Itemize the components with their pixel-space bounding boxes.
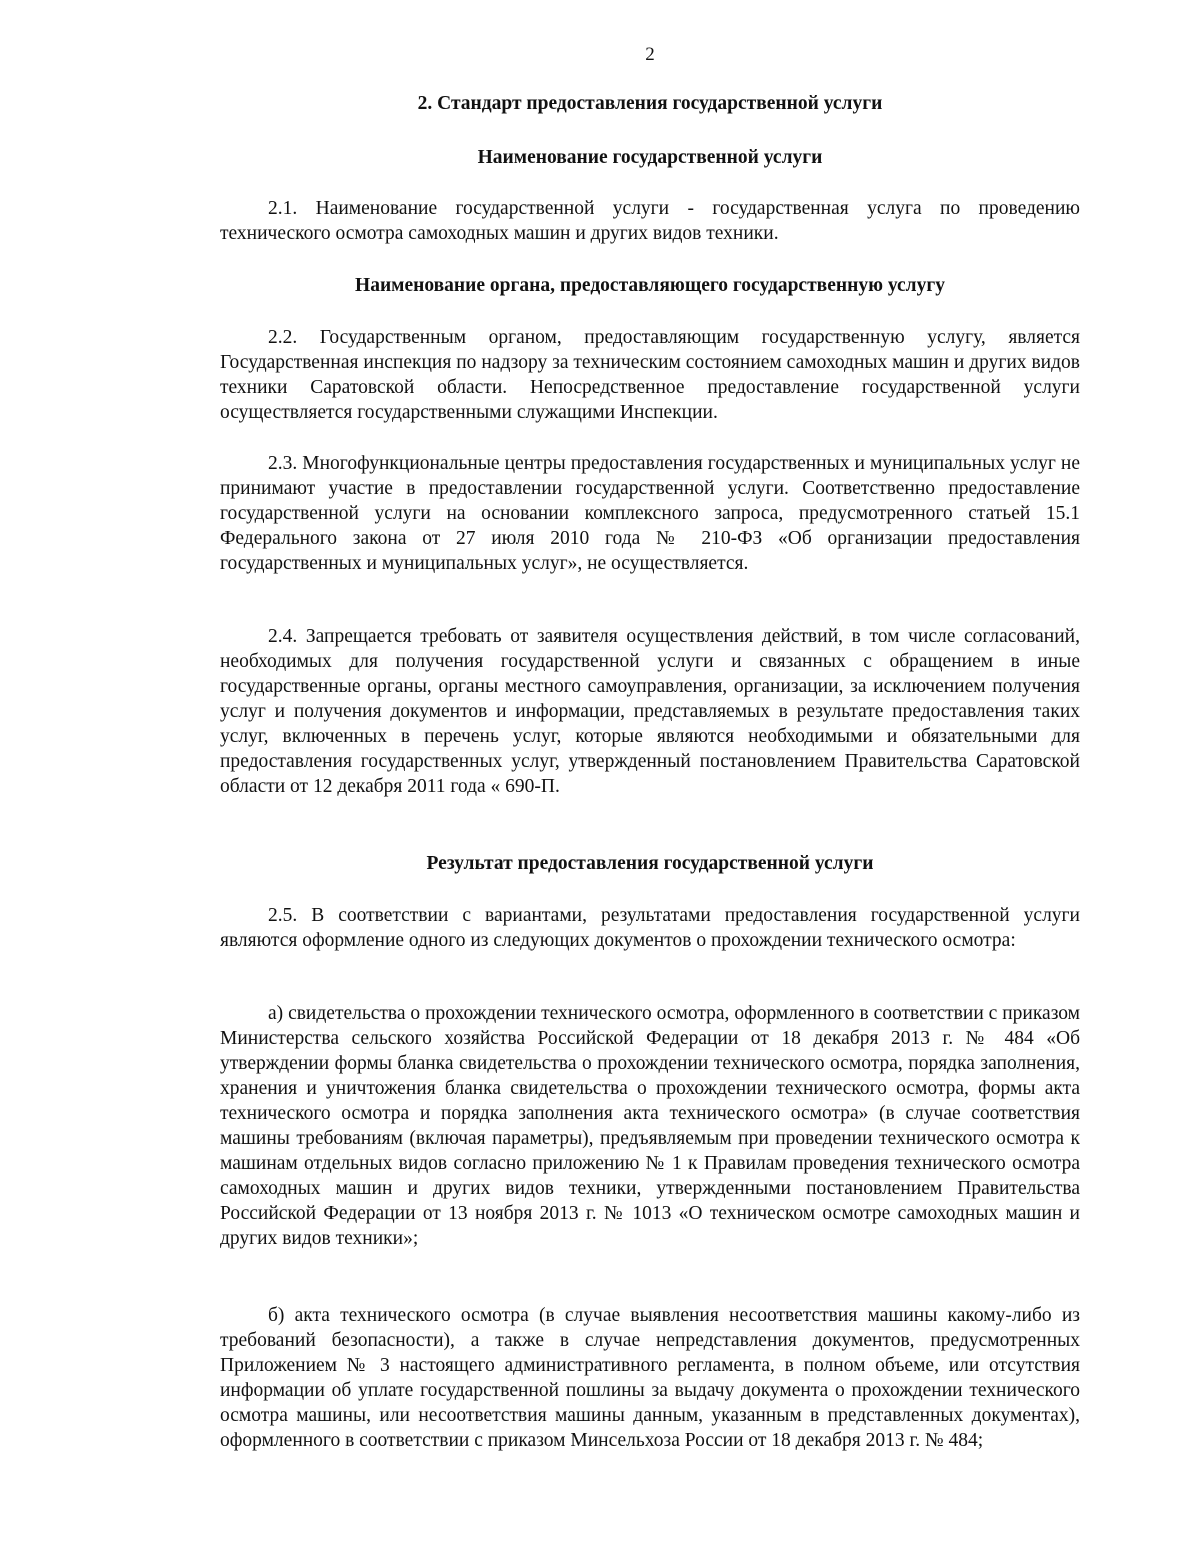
paragraph-2-2: 2.2. Государственным органом, предоставляющим государственную услугу, является Государственная инспекция по надзору за техническим состоянием самоходных машин и других видов техники Саратовской области. Непосредственное предоставление государственной услуги осуществляется государственными служащими Инспекции. [220,327,1080,423]
section-heading: 2. Стандарт предоставления государственной услуги [417,93,883,114]
paragraph-2-5: 2.5. В соответствии с вариантами, результатами предоставления государственной услуги являются оформление одного из следующих документов о прохождении технического осмотра: [220,905,1080,951]
list-item-a: а) свидетельства о прохождении технического осмотра, оформленного в соответствии с приказом Министерства сельского хозяйства Российской Федерации от 18 декабря 2013 г. № 484 «Об утверждении формы бланка свидетельства о прохождении технического осмотра, порядка заполнения, хранения и уничтожения бланка свидетельства о прохождении технического осмотра, формы акта технического осмотра и порядка заполнения акта технического осмотра» (в случае соответствия машины требованиям (включая параметры), предъявляемым при проведении технического осмотра к машинам отдельных видов согласно приложению № 1 к Правилам проведения технического осмотра самоходных машин и других видов техники, утвержденными постановлением Правительства Российской Федерации от 13 ноября 2013 г. № 1013 «О техническом осмотре самоходных машин и других видов техники»; [220,1003,1080,1249]
paragraph-2-3: 2.3. Многофункциональные центры предоставления государственных и муниципальных услуг не принимают участие в предоставлении государственной услуги. Соответственно предоставление государственной услуги на основании комплексного запроса, предусмотренного статьей 15.1 Федерального закона от 27 июля 2010 года № 210-ФЗ «Об организации предоставления государственных и муниципальных услуг», не осуществляется. [220,453,1080,574]
list-item-b: б) акта технического осмотра (в случае выявления несоответствия машины какому-либо из требований безопасности), а также в случае непредставления документов, предусмотренных Приложением № 3 настоящего административного регламента, в полном объеме, или отсутствия информации об уплате государственной пошлины за выдачу документа о прохождении технического осмотра машины, или несоответствия машины данным, указанным в представленных документах), оформленного в соответствии с приказом Минсельхоза России от 18 декабря 2013 г. № 484; [220,1305,1080,1451]
paragraph-2-4: 2.4. Запрещается требовать от заявителя осуществления действий, в том числе согласований, необходимых для получения государственной услуги и связанных с обращением в иные государственные органы, органы местного самоуправления, организации, за исключением получения услуг и получения документов и информации, представляемых в результате предоставления таких услуг, включенных в перечень услуг, которые являются необходимыми и обязательными для предоставления государственных услуг, утвержденный постановлением Правительства Саратовской области от 12 декабря 2011 года « 690-П. [220,626,1080,797]
subheading-result: Результат предоставления государственной услуги [426,853,874,874]
subheading-service-name: Наименование государственной услуги [477,147,823,168]
page-number: 2 [645,44,655,65]
paragraph-2-1: 2.1. Наименование государственной услуги - государственная услуга по проведению технического осмотра самоходных машин и других видов техники. [220,198,1080,244]
subheading-authority-name: Наименование органа, предоставляющего государственную услугу [355,275,945,296]
